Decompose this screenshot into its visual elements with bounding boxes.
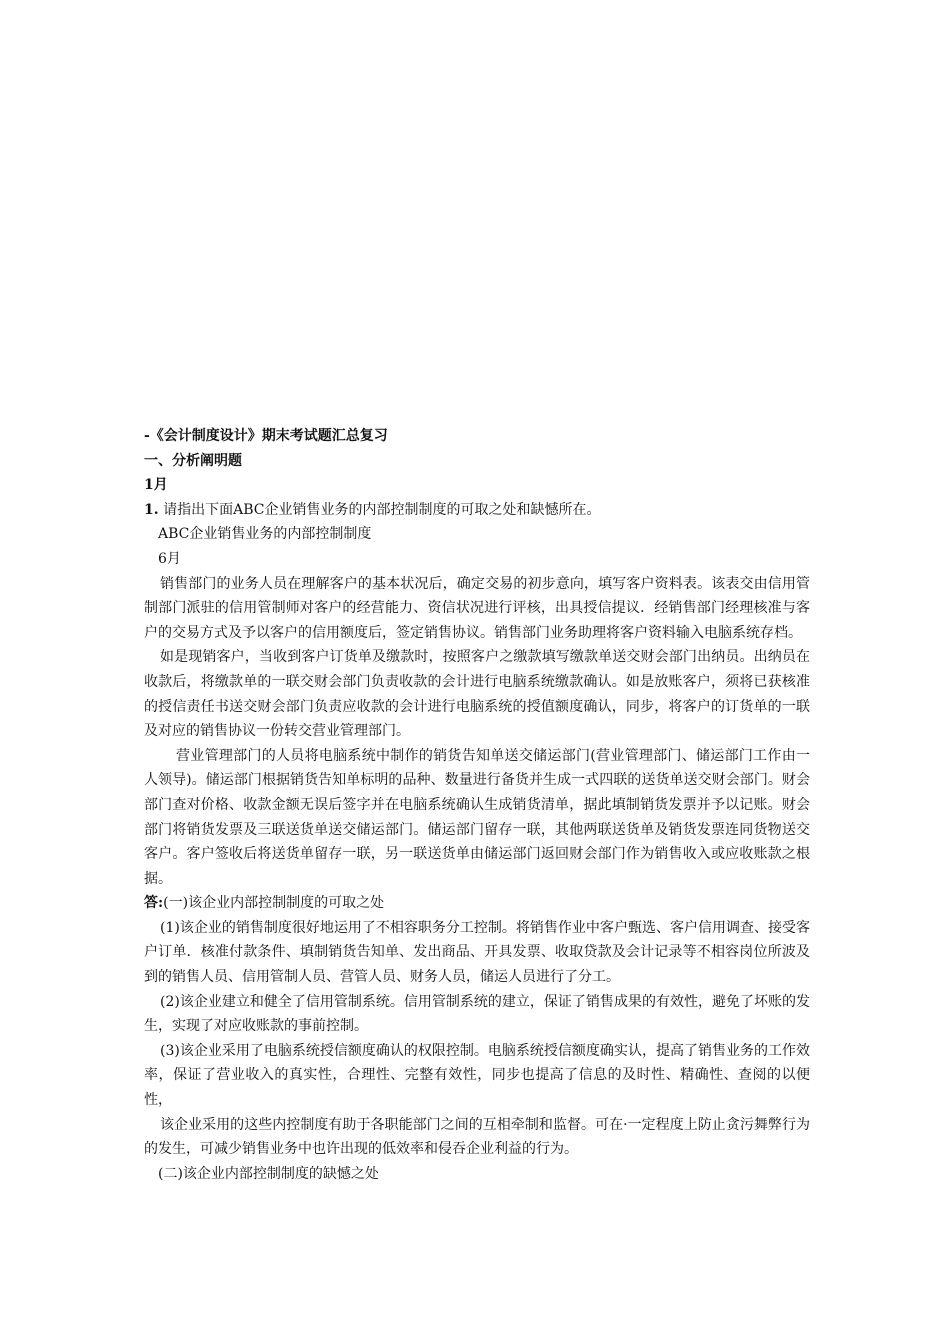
- answer-paragraph: (2)该企业建立和健全了信用管制系统。信用管制系统的建立，保证了销售成果的有效性，避免了坏账的发生，实现了对应收账款的事前控制。: [144, 993, 810, 1035]
- case-subtitle: ABC企业销售业务的内部控制制度: [158, 526, 372, 543]
- case-month: 6月: [158, 550, 181, 567]
- question-1: [144, 498, 810, 523]
- section-heading: 一、分析阐明题: [144, 452, 242, 469]
- question-number: 1.: [144, 501, 159, 518]
- case-paragraph: 如是现销客户，当收到客户订货单及缴款时，按照客户之缴款填写缴款单送交财会部门出纳员。出纳员在收款后，将缴款单的一联交财会部门负责收款的会计进行电脑系统缴款确认。如是放账客户，须将已获核准的授信责任书送交财会部门负责应收款的会计进行电脑系统的授值额度确认，同步，将客户的订货单的一联及对应的销售协议一份转交营业管理部门。: [144, 649, 810, 740]
- month-heading: 1月: [144, 477, 168, 494]
- answer-paragraph: (3)该企业采用了电脑系统授信额度确认的权限控制。电脑系统授信额度确实认，提高了销售业务的工作效率，保证了营业收入的真实性，合理性、完整有效性，同步也提高了信息的及时性、精确性、查阅的以便性，: [144, 1042, 810, 1109]
- document-body: [144, 424, 810, 1186]
- answer-heading: [144, 891, 810, 916]
- answer-subheading: (一)该企业内部控制制度的可取之处: [163, 895, 385, 912]
- answer-label: 答:: [144, 895, 164, 912]
- part2-heading: (二)该企业内部控制制度的缺憾之处: [158, 1165, 379, 1182]
- case-paragraph: 销售部门的业务人员在理解客户的基本状况后，确定交易的初步意向，填写客户资料表。该表交由信用管制部门派驻的信用管制师对客户的经营能力、资信状况进行评核，出具授信提议．经销售部门经理核准与客户的交易方式及予以客户的信用额度后，签定销售协议。销售部门业务助理将客户资料输入电脑系统存档。: [144, 575, 810, 641]
- question-text: 请指出下面ABC企业销售业务的内部控制制度的可取之处和缺憾所在。: [163, 501, 601, 518]
- summary-paragraph: 该企业采用的这些内控制度有助于各职能部门之间的互相牵制和监督。可在·一定程度上防止贪污舞弊行为的发生，可减少销售业务中也许出现的低效率和侵吞企业利益的行为。: [144, 1116, 810, 1158]
- answer-paragraph: (1)该企业的销售制度很好地运用了不相容职务分工控制。将销售作业中客户甄选、客户信用调查、接受客户订单．核准付款条件、填制销货告知单、发出商品、开具发票、收取贷款及会计记录等不相容岗位所波及到的销售人员、信用管制人员、营管人员、财务人员，储运人员进行了分工。: [144, 919, 810, 986]
- document-title: -《会计制度设计》期末考试题汇总复习: [144, 428, 388, 444]
- case-paragraph: 营业管理部门的人员将电脑系统中制作的销货告知单送交储运部门(营业管理部门、储运部门工作由一人领导)。储运部门根据销货告知单标明的品种、数量进行备货并生成一式四联的送货单送交财会部门。财会部门查对价格、收款金额无误后签字并在电脑系统确认生成销货清单，据此填制销货发票并予以记账。财会部门将销货发票及三联送货单送交储运部门。储运部门留存一联，其他两联送货单及销货发票连同货物送交客户。客户签收后将送货单留存一联，另一联送货单由储运部门返回财会部门作为销售收入或应收账款之根据。: [144, 747, 810, 887]
